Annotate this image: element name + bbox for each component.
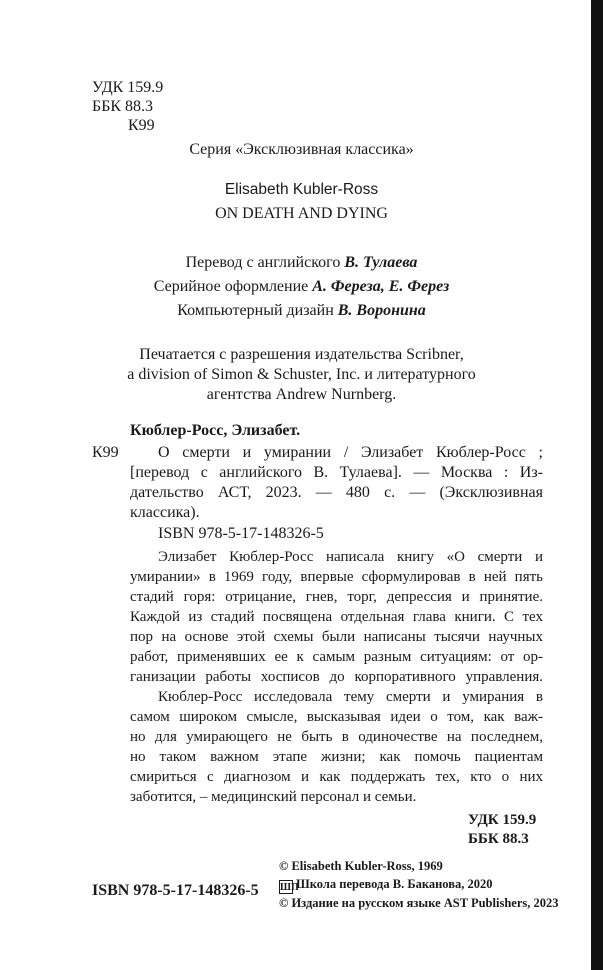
annotation-line: заботится, – медицинский персонал и семьи. bbox=[130, 789, 417, 805]
annotation-p2-first bbox=[158, 688, 543, 708]
annotation-line: самом широком смысле, высказывая идеи о том, как важ- bbox=[130, 709, 543, 725]
credit-translation bbox=[0, 253, 603, 273]
annotation-p1-first bbox=[158, 548, 543, 568]
annotation-line: Каждой из стадий посвящена отдельная глава книги. С тех bbox=[130, 609, 543, 625]
original-title: ON DEATH AND DYING bbox=[215, 205, 388, 222]
record-description-cont bbox=[130, 463, 543, 523]
permission-line-2: a division of Simon & Schuster, Inc. и литературного bbox=[127, 366, 476, 383]
credit-name: А. Фереза, Е. Ферез bbox=[312, 278, 450, 295]
record-isbn: ISBN 978-5-17-148326-5 bbox=[158, 525, 324, 542]
credit-name: В. Воронина bbox=[337, 302, 426, 319]
annotation-p1-rest bbox=[130, 568, 543, 688]
copyright-text: Школа перевода В. Баканова, 2020 bbox=[296, 877, 493, 891]
record-line: О смерти и умирании / Элизабет Кюблер-Росс ; bbox=[158, 444, 543, 461]
record-line: классика). bbox=[130, 504, 200, 521]
bbk-code-bottom: ББК 88.3 bbox=[468, 831, 529, 847]
credit-label: Серийное оформление bbox=[153, 278, 309, 295]
copyright-author: © Elisabeth Kubler-Ross, 1969 bbox=[279, 859, 443, 873]
credit-label: Компьютерный дизайн bbox=[177, 302, 334, 319]
author-mark: К99 bbox=[128, 117, 155, 134]
copyright-translation-school bbox=[279, 876, 493, 894]
annotation-line: работ, применявших ее к самым разным ситуациям: от ор- bbox=[130, 649, 543, 665]
annotation-line: Элизабет Кюблер-Росс написала книгу «О смерти и bbox=[158, 549, 543, 565]
annotation-line: смириться с диагнозом и как поддержать тех, кто о них bbox=[130, 769, 543, 785]
page-edge-shadow bbox=[591, 0, 603, 970]
credit-computer-design bbox=[0, 301, 603, 321]
record-heading: Кюблер-Росс, Элизабет. bbox=[130, 422, 301, 439]
series-line: Серия «Эксклюзивная классика» bbox=[189, 141, 414, 158]
annotation-line: умирании» в 1969 году, впервые сформулировав в ней пять bbox=[130, 569, 543, 585]
record-description bbox=[158, 443, 543, 463]
annotation-line: пор на основе этой схемы были написаны тысячи научных bbox=[130, 629, 543, 645]
annotation-line: ганизации работы хосписов до корпоративного управления. bbox=[130, 669, 543, 685]
annotation-line: но для умирающего не быть в одиночестве на последнем, bbox=[130, 729, 543, 745]
annotation-p2-rest bbox=[130, 708, 543, 808]
school-logo-icon: ШП bbox=[280, 882, 299, 893]
annotation-line: но таком важном этапе жизни; как помочь пациентам bbox=[130, 749, 543, 765]
annotation-line: Кюблер-Росс исследовала тему смерти и умирания в bbox=[158, 689, 543, 705]
record-code: К99 bbox=[92, 444, 119, 461]
credit-name: В. Тулаева bbox=[344, 254, 418, 271]
annotation-line: стадий горя: отрицание, гнев, торг, депрессия и принятие. bbox=[130, 589, 543, 605]
original-author: Elisabeth Kubler-Ross bbox=[224, 181, 379, 198]
record-line: дательство АСТ, 2023. — 480 с. — (Эксклюзивная bbox=[130, 484, 543, 501]
credit-series-design bbox=[0, 277, 603, 297]
record-line: [перевод с английского В. Тулаева]. — Москва : Из- bbox=[130, 464, 543, 481]
bbk-code: ББК 88.3 bbox=[92, 98, 154, 115]
permission-line-3: агентства Andrew Nurnberg. bbox=[206, 386, 397, 403]
credit-label: Перевод с английского bbox=[185, 254, 341, 271]
footer-isbn: ISBN 978-5-17-148326-5 bbox=[92, 882, 259, 899]
udk-code-bottom: УДК 159.9 bbox=[468, 812, 537, 828]
udk-code: УДК 159.9 bbox=[92, 79, 164, 96]
copyright-edition: © Издание на русском языке AST Publishers, 2023 bbox=[279, 896, 559, 910]
permission-line-1: Печатается с разрешения издательства Scribner, bbox=[139, 346, 464, 363]
